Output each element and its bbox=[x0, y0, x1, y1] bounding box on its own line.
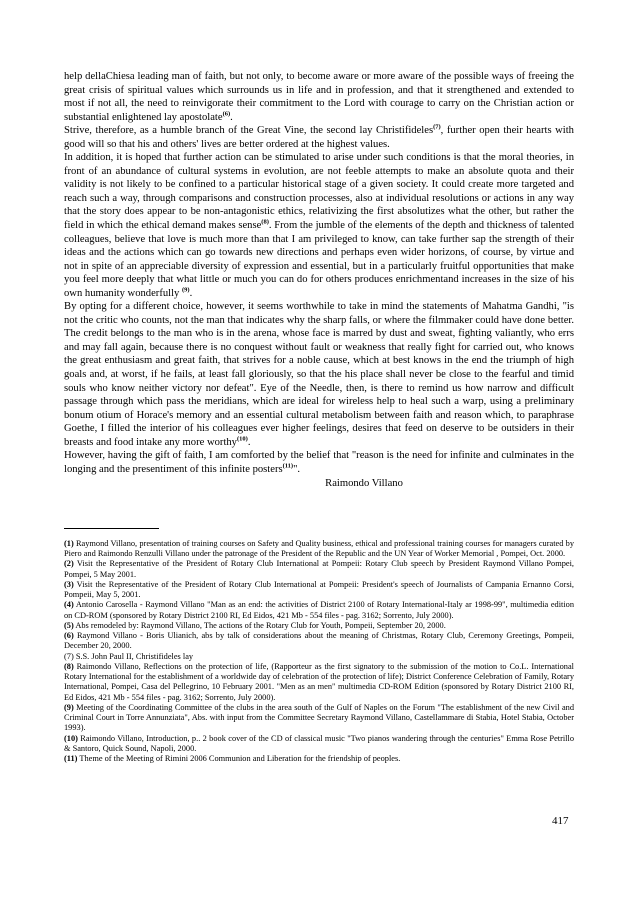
footnote-ref: (10) bbox=[236, 435, 248, 443]
footnote: (3) Visit the Representative of the President of Rotary Club International at Pompeii: President's speech of Journalists of Campania Ernanno Corsi, Pompeii, May 5, 2001. bbox=[64, 579, 574, 600]
footnote-ref: (11) bbox=[282, 462, 294, 470]
paragraph: Strive, therefore, as a humble branch of the Great Vine, the second lay Christifideles$^{(7)}$, further open their hearts with good will so that his and others' lives are better ordered at the highest values. bbox=[64, 123, 574, 150]
footnote-ref: (7) bbox=[433, 123, 441, 131]
footnote-ref: (6) bbox=[222, 110, 231, 118]
footnotes bbox=[64, 539, 574, 765]
author-signature: Raimondo Villano bbox=[325, 478, 403, 490]
footnote: (1) Raymond Villano, presentation of training courses on Safety and Quality business, ethical and professional training courses for managers curated by Piero and Raimondo Renzulli Villano under the patronage of the President of the Republic and the UN Year of Worker Memorial , Pompei, Oct. 2000. bbox=[64, 538, 574, 559]
paragraph: help dellaChiesa leading man of faith, but not only, to become aware or more aware of the possible ways of freeing the great crisis of spiritual values which surrounds us in life and in profession, and that it strengthened and extended to most if not all, the need to reinvigorate their commitment to the Lord with courage to carry on the Christian action or substantial enlightened lay apostolate$^{(6)}$. bbox=[64, 71, 574, 123]
footnote: (4) Antonio Carosella - Raymond Villano "Man as an end: the activities of District 2100 of Rotary International-Italy ar 1998-99", multimedia edition on CD-ROM (sponsored by Rotary District 2100 RI, Ed Eidos, 421 Mb - 554 files - pag. 3162; Sorrento, July 2000). bbox=[64, 600, 574, 620]
footnote-ref: (8) bbox=[261, 218, 269, 226]
paragraph: In addition, it is hoped that further action can be stimulated to arise under such conditions is that the moral theories, in front of an abundance of cultural systems in evolution, are not feeble attempts to make an absolute quota and their validity is not likely to be confined to a particular historical stage of a given society. It could create more targeted and reach such a way, through comparisons and construction processes, also at individual resolutions or actions in any way that the story does appear to be non-antagonistic ethics, relativizing the first absolutizes what the other, but rather the field in which the ethical demand makes sense$^{(8)}$. From the jumble of the elements of the depth and thickness of talented colleagues, believe that love is much more than that I am privileged to know, can take further sap the strength of their ideas and the actions which can go towards new directions and perhaps even wider horizons, of course, by virtue and not in spite of an appreciable diversity of expression and essential, but in a particularly fruitful opportunities that make you feel more deeply that what little or much you can do for others produces enrichmentand increases in the size of his own humanity wonderfully $^{(9)}$. bbox=[64, 152, 574, 299]
paragraph: By opting for a different choice, however, it seems worthwhile to take in mind the statements of Mahatma Gandhi, "is not the critic who counts, not the man that indicates why the sharp falls, or where the filmmaker could have done better. The credit belongs to the man who is in the arena, whose face is marred by dust and sweat, fighting valiantly, who errs and may fall again, because there is no conquest without fault or weakness that really fight for carried out, who knows the great enthusiasm and great faith, that strives for a noble cause, which at best knows in the end the triumph of high goals and, at worst, if he fails, at least fall gloriously, so that the his place shall never be close to the fearful and timid souls who know neither victory nor defeat". Eye of the Needle, then, is there to remind us how narrow and difficult passage through which pass the meridians, which are ideal for wireless help to heal such a warp, using a preliminary bonum otium of Horace's memory and an essential cultural metabolism between faith and reason which, to paraphrase Goethe, I filled the interior of his colleagues ever higher feelings, desires that feed on deserve to be outsiders in their breasts and food intake any more worthy$^{(10)}$. bbox=[64, 301, 574, 448]
footnote: (10) Raimondo Villano, Introduction, p.. 2 book cover of the CD of classical music "Two pianos wandering through the centuries" Emma Rose Petrillo & Santoro, Quick Sound, Napoli, 2000. bbox=[64, 733, 574, 753]
footnote: (6) Raymond Villano - Boris Ulianich, abs by talk of considerations about the meaning of Christmas, Rotary Club, Ceremony Greetings, Pompeii, December 20, 2000. bbox=[64, 631, 574, 651]
page-number: 417 bbox=[552, 815, 569, 827]
document-page bbox=[64, 70, 574, 764]
footnote: (9) Meeting of the Coordinating Committee of the clubs in the area south of the Gulf of Naples on the Forum "The establishment of the new Civil and Criminal Court in Torre Annunziata", Abs. with input from the Committee Secretary Raymond Villano, Castellammare di Stabia, Hotel Stabia, October 1993). bbox=[64, 702, 574, 733]
footnote: (7) S.S. John Paul II, Christifideles lay bbox=[64, 651, 194, 661]
footnote: (11) Theme of the Meeting of Rimini 2006 Communion and Liberation for the friendship of peoples. bbox=[64, 754, 401, 764]
paragraph: However, having the gift of faith, I am comforted by the belief that "reason is the need for infinite and culminates in the longing and the presentiment of this infinite posters$^{(11)}$". bbox=[64, 450, 574, 475]
footnote: (8) Raimondo Villano, Reflections on the protection of life, (Rapporteur as the first signatory to the submission of the motion to Co.L. International Rotary International for the establishment of a worldwide day of celebration of the protection of life); District Conference Celebration of Family, Rotary International, Pompei, Casa del Pellegrino, 10 February 2001. "Men as an men" multimedia CD-ROM Edition (sponsored by Rotary District 2100 RI, Ed Eidos, 421 Mb - 554 files - pag. 3162; Sorrento, July 2000). bbox=[64, 661, 574, 702]
footnote-ref: (9) bbox=[182, 286, 190, 294]
footnote: (2) Visit the Representative of the President of Rotary Club International at Pompeii: Rotary Club speech by President Raymond Villano Pompei, Pompei, 5 May 2001. bbox=[64, 559, 574, 579]
body-text bbox=[64, 70, 574, 476]
footnote-divider bbox=[64, 528, 159, 529]
footnote: (5) Abs remodeled by: Raymond Villano, The actions of the Rotary Club for Youth, Pompeii, September 20, 2000. bbox=[64, 620, 446, 630]
